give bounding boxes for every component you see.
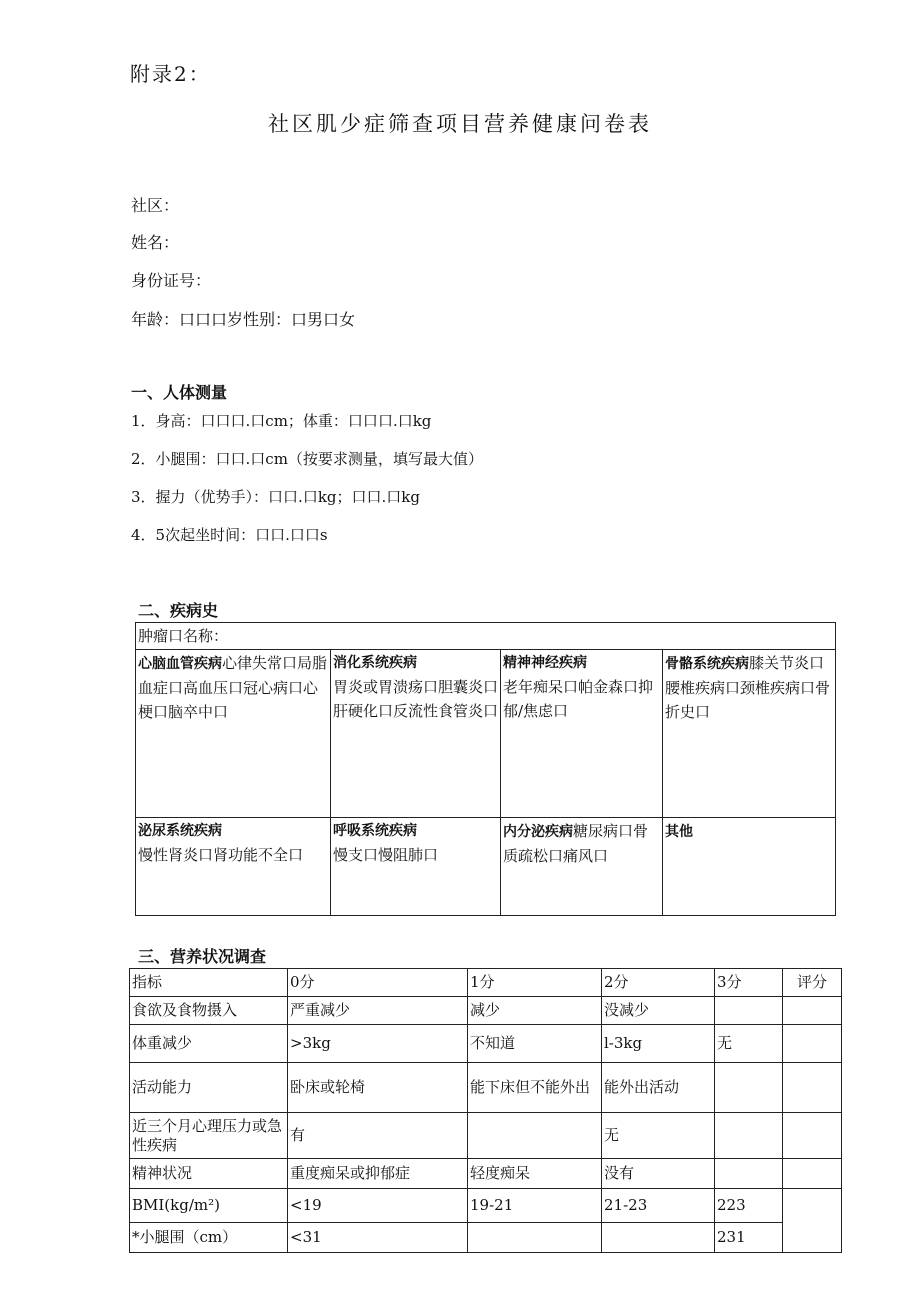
measure-grip: 3．握力（优势手）：口口.口kg；口口.口kg — [131, 488, 420, 506]
disease-items: 慢支口慢阻肺口 — [333, 846, 439, 864]
header-cell: 2分 — [602, 969, 715, 997]
age-sex-field: 年龄：口口口岁性别：口男口女 — [131, 310, 356, 329]
table-cell: 近三个月心理压力或急性疾病 — [130, 1113, 288, 1159]
nutrition-row-mobility — [130, 1063, 842, 1113]
urinary-cell — [136, 818, 331, 916]
table-cell: 食欲及食物摄入 — [130, 997, 288, 1025]
disease-category: 其他 — [665, 824, 693, 840]
skeletal-cell — [663, 650, 836, 818]
appendix-label: 附录2： — [130, 62, 211, 86]
id-number-field: 身份证号： — [131, 271, 212, 290]
neuro-cell — [501, 650, 663, 818]
nutrition-header-row — [130, 969, 842, 997]
table-cell — [468, 1113, 602, 1159]
endocrine-cell — [501, 818, 663, 916]
table-cell: 卧床或轮椅 — [288, 1063, 468, 1113]
tumor-row — [136, 623, 836, 650]
nutrition-row-calf — [130, 1223, 842, 1253]
table-cell: 精神状况 — [130, 1159, 288, 1189]
table-cell — [715, 1159, 783, 1189]
table-cell: 减少 — [468, 997, 602, 1025]
page-title: 社区肌少症筛查项目营养健康问卷表 — [268, 112, 652, 136]
table-cell: 231 — [715, 1223, 783, 1253]
nutrition-row-bmi — [130, 1189, 842, 1223]
table-cell — [715, 997, 783, 1025]
disease-category: 消化系统疾病 — [333, 655, 417, 671]
disease-row — [136, 650, 836, 818]
score-cell — [783, 1159, 842, 1189]
measure-sit-stand: 4．5次起坐时间：口口.口口s — [131, 526, 328, 544]
table-cell: <31 — [288, 1223, 468, 1253]
nutrition-row-stress — [130, 1113, 842, 1159]
disease-items: 膝关节炎口腰椎疾病口颈椎疾病口骨折史口 — [665, 654, 831, 721]
other-cell — [663, 818, 836, 916]
disease-items: 胃炎或胃溃疡口胆囊炎口 — [333, 678, 499, 696]
table-cell: 重度痴呆或抑郁症 — [288, 1159, 468, 1189]
disease-items: 心律失常口局脂血症口高血压口冠心病口心梗口脑卒中口 — [138, 654, 328, 721]
table-cell: BMI(kg/m²) — [130, 1189, 288, 1223]
disease-items: 老年痴呆口帕金森口抑郁/焦虑口 — [503, 678, 654, 720]
disease-category: 骨骼系统疾病 — [665, 656, 749, 672]
nutrition-row-mental — [130, 1159, 842, 1189]
table-cell: 不知道 — [468, 1025, 602, 1063]
table-cell — [715, 1113, 783, 1159]
name-field: 姓名： — [131, 233, 180, 252]
disease-category: 内分泌疾病 — [503, 824, 573, 840]
score-cell — [783, 1113, 842, 1159]
cardio-cell — [136, 650, 331, 818]
table-cell: 19-21 — [468, 1189, 602, 1223]
table-cell: *小腿围（cm） — [130, 1223, 288, 1253]
table-cell: 没减少 — [602, 997, 715, 1025]
table-cell: 有 — [288, 1113, 468, 1159]
disease-row — [136, 818, 836, 916]
score-cell — [783, 1189, 842, 1253]
disease-items: 慢性肾炎口肾功能不全口 — [138, 846, 304, 864]
section-anthropometry-title: 一、人体测量 — [131, 383, 228, 402]
measure-height-weight: 1．身高：口口口.口cm；体重：口口口.口kg — [131, 412, 432, 430]
disease-history-table — [135, 622, 836, 916]
table-cell: 能下床但不能外出 — [468, 1063, 602, 1113]
section-nutrition-title: 三、营养状况调查 — [138, 947, 267, 966]
digestive-cell — [331, 650, 501, 818]
section-disease-title: 二、疾病史 — [138, 601, 219, 620]
disease-category: 精神神经疾病 — [503, 655, 587, 671]
table-cell: >3kg — [288, 1025, 468, 1063]
nutrition-row-weight-loss — [130, 1025, 842, 1063]
table-cell: 无 — [715, 1025, 783, 1063]
measure-calf: 2．小腿围：口口.口cm（按要求测量，填写最大值） — [131, 450, 483, 468]
disease-category: 呼吸系统疾病 — [333, 823, 417, 839]
table-cell: 能外出活动 — [602, 1063, 715, 1113]
table-cell: 223 — [715, 1189, 783, 1223]
respiratory-cell — [331, 818, 501, 916]
score-cell — [783, 997, 842, 1025]
header-cell: 评分 — [783, 969, 842, 997]
table-cell: 轻度痴呆 — [468, 1159, 602, 1189]
table-cell: 21-23 — [602, 1189, 715, 1223]
header-cell: 指标 — [130, 969, 288, 997]
community-field: 社区： — [131, 196, 180, 215]
table-cell: 活动能力 — [130, 1063, 288, 1113]
tumor-cell: 肿瘤口名称： — [136, 623, 836, 650]
score-cell — [783, 1025, 842, 1063]
disease-category: 心脑血管疾病 — [138, 656, 222, 672]
table-cell — [715, 1063, 783, 1113]
disease-items: 糖尿病口骨质疏松口痛风口 — [503, 822, 649, 865]
disease-items: 肝硬化口反流性食管炎口 — [333, 702, 499, 720]
table-cell: 体重减少 — [130, 1025, 288, 1063]
table-cell: 无 — [602, 1113, 715, 1159]
nutrition-row-appetite — [130, 997, 842, 1025]
header-cell: 3分 — [715, 969, 783, 997]
table-cell: 严重减少 — [288, 997, 468, 1025]
table-cell: l-3kg — [602, 1025, 715, 1063]
disease-category: 泌尿系统疾病 — [138, 823, 222, 839]
header-cell: 1分 — [468, 969, 602, 997]
table-cell: 没有 — [602, 1159, 715, 1189]
table-cell — [602, 1223, 715, 1253]
nutrition-table — [129, 968, 842, 1253]
table-cell — [468, 1223, 602, 1253]
header-cell: 0分 — [288, 969, 468, 997]
table-cell: <19 — [288, 1189, 468, 1223]
score-cell — [783, 1063, 842, 1113]
